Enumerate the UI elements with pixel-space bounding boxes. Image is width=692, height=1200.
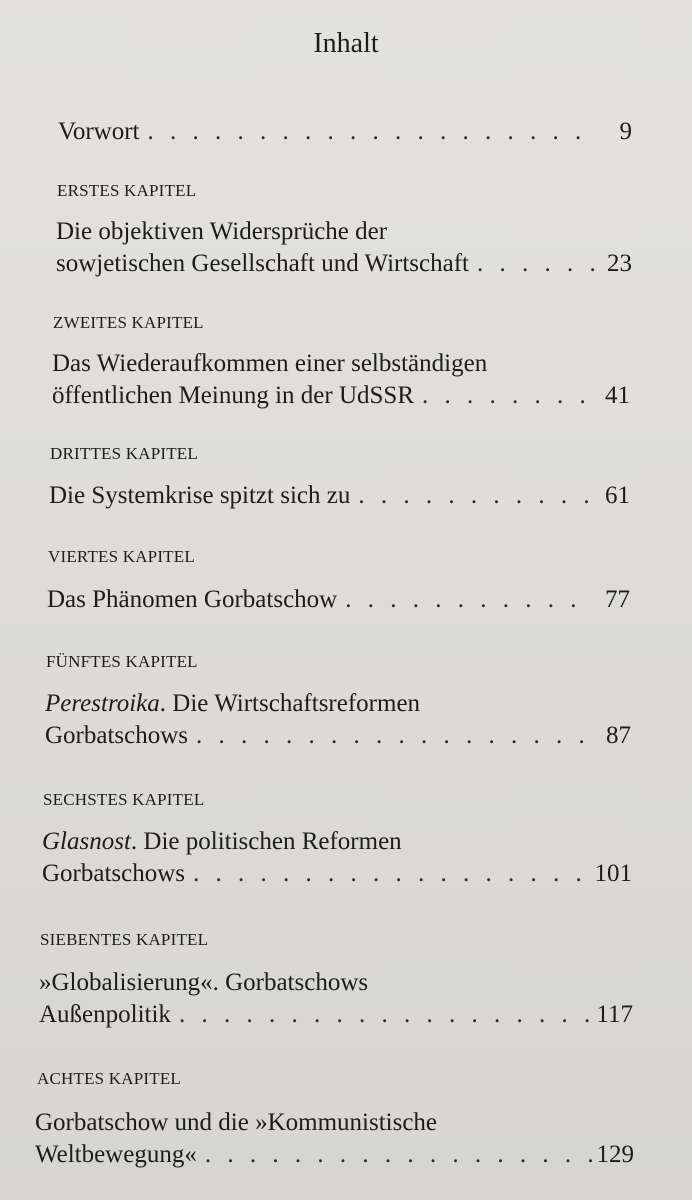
leader-dots	[469, 248, 596, 280]
toc-entry-chapter-7	[39, 967, 633, 1031]
toc-entry-chapter-6	[42, 826, 632, 890]
leader-dots	[197, 1139, 597, 1171]
leader-dots	[337, 584, 594, 616]
toc-entry-title-continued: Gorbatschows	[42, 860, 186, 887]
toc-entry-title: Die Systemkrise spitzt sich zu	[49, 482, 351, 509]
toc-entry-foreword	[58, 116, 632, 148]
chapter-heading: SECHSTES KAPITEL	[43, 790, 205, 809]
toc-entry-chapter-5	[45, 688, 631, 752]
toc-entry-title-continued: öffentlichen Meinung in der UdSSR	[52, 382, 414, 409]
leader-dots	[350, 480, 594, 512]
leader-dots	[185, 858, 594, 890]
chapter-heading: DRITTES KAPITEL	[50, 444, 198, 463]
chapter-heading: ERSTES KAPITEL	[57, 181, 197, 200]
toc-entry-title: . Die politischen Reformen	[130, 828, 402, 855]
toc-entry-title-continued: sowjetischen Gesellschaft und Wirtschaft	[56, 250, 470, 277]
toc-entry-title: Vorwort	[58, 118, 140, 145]
page-number: 117	[596, 1001, 633, 1028]
chapter-heading: ZWEITES KAPITEL	[53, 313, 204, 332]
chapter-heading: VIERTES KAPITEL	[48, 547, 195, 566]
page-number: 23	[607, 250, 632, 277]
toc-entry-title-italic: Glasnost	[42, 828, 131, 855]
toc-entry-title: Die objektiven Widersprüche der	[56, 218, 388, 245]
page-number: 61	[605, 482, 630, 509]
leader-dots	[139, 116, 596, 148]
toc-entry-title-continued: Gorbatschows	[45, 722, 189, 749]
toc-entry-title: . Die Wirtschaftsreformen	[159, 690, 421, 717]
page-number: 87	[606, 722, 631, 749]
page-number: 77	[605, 586, 630, 613]
toc-entry-title-italic: Perestroika	[45, 690, 160, 717]
toc-entry-chapter-4	[47, 584, 630, 616]
chapter-heading: ACHTES KAPITEL	[37, 1069, 181, 1088]
toc-entry-chapter-3	[49, 480, 630, 512]
toc-entry-title-continued: Weltbewegung«	[35, 1141, 197, 1168]
leader-dots	[188, 720, 595, 752]
toc-entry-title: Das Wiederaufkommen einer selbständigen	[52, 350, 488, 377]
page-number: 9	[619, 118, 632, 145]
toc-entry-chapter-8	[35, 1107, 634, 1171]
toc-entry-chapter-2	[52, 348, 630, 412]
toc-entry-chapter-1	[56, 216, 632, 280]
page-title: Inhalt	[313, 28, 379, 59]
toc-entry-title: Das Phänomen Gorbatschow	[47, 586, 338, 613]
leader-dots	[414, 380, 594, 412]
toc-entry-title: Gorbatschow und die »Kommunistische	[35, 1109, 438, 1136]
page-number: 129	[596, 1141, 634, 1168]
toc-entry-title-continued: Außenpolitik	[39, 1001, 171, 1028]
page-number: 101	[594, 860, 632, 887]
chapter-heading: FÜNFTES KAPITEL	[46, 652, 198, 671]
page-number: 41	[605, 382, 630, 409]
leader-dots	[171, 999, 596, 1031]
chapter-heading: SIEBENTES KAPITEL	[40, 930, 209, 949]
toc-entry-title: »Globalisierung«. Gorbatschows	[39, 969, 369, 996]
